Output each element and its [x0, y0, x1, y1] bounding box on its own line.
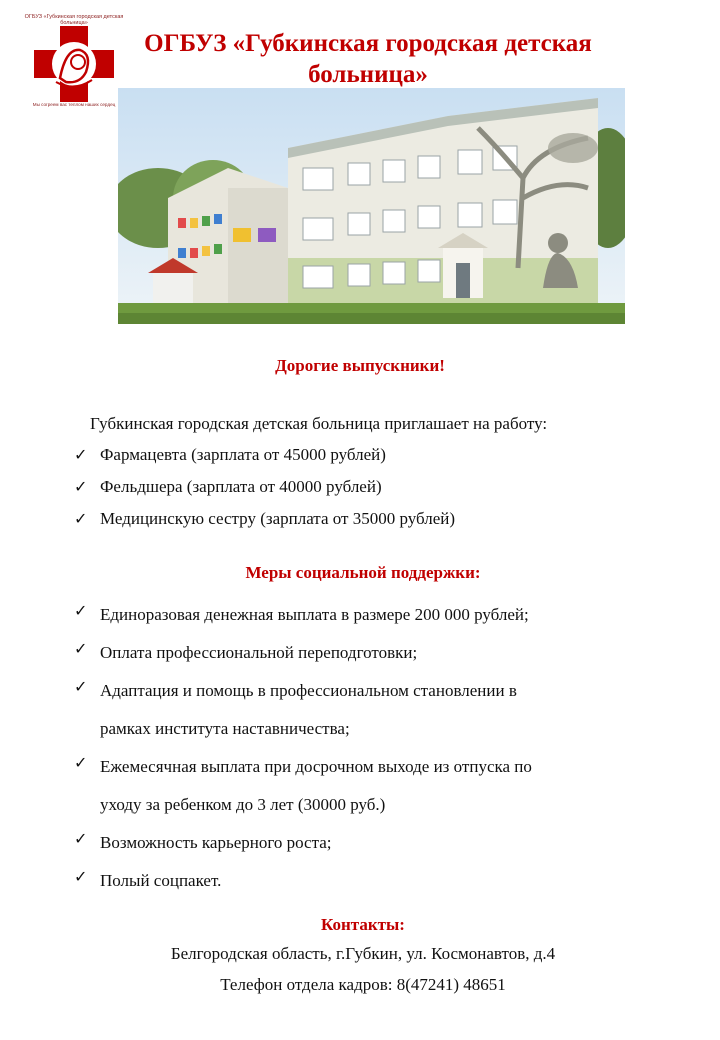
support-heading: Меры социальной поддержки:	[245, 563, 481, 582]
contact-phone: Телефон отдела кадров: 8(47241) 48651	[220, 975, 506, 994]
list-item	[74, 748, 532, 824]
list-item	[74, 862, 532, 900]
support-text: Полый соцпакет.	[100, 871, 222, 890]
checkmark-icon: ✓	[74, 509, 88, 528]
page-title	[128, 28, 608, 90]
support-list	[74, 596, 532, 900]
support-text-continued: уходу за ребенком до 3 лет (30000 руб.)	[100, 795, 386, 814]
greeting-heading: Дорогие выпускники!	[275, 356, 445, 375]
list-item	[74, 444, 455, 476]
checkmark-icon: ✓	[74, 477, 88, 496]
support-text: Оплата профессиональной переподготовки;	[100, 643, 418, 662]
job-list	[74, 444, 455, 540]
job-text: Медицинскую сестру (зарплата от 35000 рублей)	[100, 509, 456, 528]
checkmark-icon: ✓	[74, 829, 88, 848]
support-text: Единоразовая денежная выплата в размере 200 000 рублей;	[100, 605, 529, 624]
title-line-1: ОГБУЗ «Губкинская городская детская	[144, 30, 592, 57]
job-text: Фельдшера (зарплата от 40000 рублей)	[100, 477, 382, 496]
checkmark-icon: ✓	[74, 639, 88, 658]
contact-address: Белгородская область, г.Губкин, ул. Космонавтов, д.4	[170, 944, 556, 963]
list-item	[74, 824, 532, 862]
logo-slogan: Мы согреем вас теплом наших сердец	[32, 102, 116, 107]
checkmark-icon: ✓	[74, 753, 88, 772]
job-text: Фармацевта (зарплата от 45000 рублей)	[100, 445, 386, 464]
list-item	[74, 508, 455, 540]
logo-top-text: ОГБУЗ «Губкинская городская детская больница»	[24, 14, 124, 27]
support-text: Возможность карьерного роста;	[100, 833, 332, 852]
contacts-heading: Контакты:	[321, 915, 405, 934]
support-text: Адаптация и помощь в профессиональном становлении в	[100, 681, 517, 700]
hospital-logo	[24, 14, 124, 112]
checkmark-icon: ✓	[74, 601, 88, 620]
checkmark-icon: ✓	[74, 867, 88, 886]
intro-text: Губкинская городская детская больница приглашает на работу:	[90, 414, 548, 433]
hospital-building-photo	[118, 88, 625, 324]
checkmark-icon: ✓	[74, 677, 88, 696]
checkmark-icon: ✓	[74, 445, 88, 464]
list-item	[74, 596, 532, 634]
list-item	[74, 476, 455, 508]
red-cross-mother-child-icon	[30, 26, 118, 102]
list-item	[74, 672, 532, 748]
support-text: Ежемесячная выплата при досрочном выходе из отпуска по	[100, 757, 532, 776]
support-text-continued: рамках института наставничества;	[100, 719, 350, 738]
list-item	[74, 634, 532, 672]
title-line-2: больница»	[308, 61, 428, 88]
